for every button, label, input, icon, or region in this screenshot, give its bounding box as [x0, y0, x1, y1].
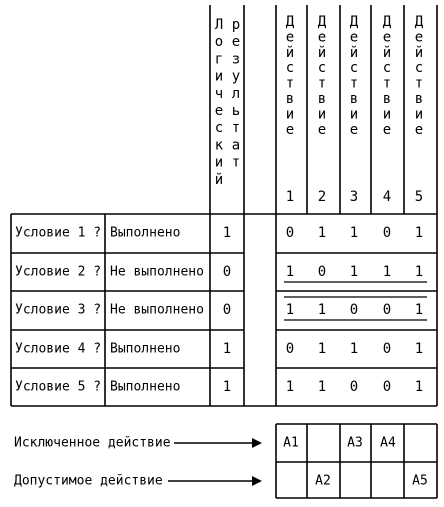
action-label-1-char: й	[285, 44, 295, 61]
action-value-4: 0	[382, 225, 392, 241]
table-header	[215, 14, 424, 205]
action-label-2-char: и	[317, 106, 327, 123]
action-label-1-char: и	[285, 106, 295, 123]
excluded-cell-3: A3	[347, 435, 363, 451]
action-value-4: 0	[382, 341, 392, 357]
action-value-4: 1	[382, 264, 392, 280]
logic-label-word-1-char: с	[214, 120, 224, 137]
action-label-1-char: в	[285, 91, 295, 107]
action-label-3-char: с	[349, 60, 359, 77]
action-value-3: 1	[349, 225, 359, 241]
action-value-3: 0	[349, 379, 359, 395]
action-value-2: 1	[317, 302, 327, 318]
action-label-4-char: т	[382, 75, 392, 92]
logic-label-word-1-char: и	[214, 68, 224, 85]
action-value-5: 1	[414, 341, 424, 357]
status-label: Выполнено	[110, 225, 181, 241]
action-value-2: 1	[317, 225, 327, 241]
status-label: Выполнено	[110, 379, 181, 395]
action-label-3-char: и	[349, 106, 359, 123]
action-label-5-char: в	[414, 91, 424, 107]
action-label-3-char: в	[349, 91, 359, 107]
action-label-4-char: в	[382, 91, 392, 107]
action-value-5: 1	[414, 264, 424, 280]
action-value-3: 1	[349, 264, 359, 280]
allowed-cell-2: A2	[315, 473, 331, 489]
condition-label: Условие 4 ?	[15, 341, 102, 357]
action-number-5: 5	[414, 189, 424, 205]
logic-label-word-2-char: ь	[231, 103, 241, 119]
condition-label: Условие 2 ?	[15, 264, 102, 280]
action-label-5-char: т	[414, 75, 424, 92]
action-label-1-char: т	[285, 75, 295, 92]
action-label-1-char: е	[285, 29, 295, 46]
action-label-1-char: с	[285, 60, 295, 77]
action-value-5: 1	[414, 379, 424, 395]
action-label-3-char: е	[349, 121, 359, 138]
table-row-1	[15, 225, 423, 241]
logic-result: 0	[222, 264, 232, 280]
logic-label-word-1-char: ч	[214, 85, 224, 102]
action-number-4: 4	[382, 189, 392, 205]
logic-label-word-2-char: у	[231, 68, 241, 85]
logic-label-word-1-char: й	[214, 171, 224, 188]
action-label-5-char: и	[414, 106, 424, 123]
action-label-3-char: т	[349, 75, 359, 92]
table-row-4	[15, 341, 423, 357]
logic-label-word-1-char: е	[214, 103, 224, 119]
logic-label-word-2-char: р	[231, 17, 241, 33]
action-label-4-char: и	[382, 106, 392, 123]
logic-result: 1	[222, 225, 232, 241]
action-value-1: 1	[285, 302, 295, 318]
logic-label-word-2-char: т	[231, 120, 241, 137]
status-label: Не выполнено	[110, 302, 204, 318]
action-label-4-char: е	[382, 121, 392, 138]
action-label-2-char: т	[317, 75, 327, 92]
condition-label: Условие 5 ?	[15, 379, 102, 395]
action-number-2: 2	[317, 189, 327, 205]
action-value-1: 0	[285, 341, 295, 357]
action-value-2: 0	[317, 264, 327, 280]
action-value-4: 0	[382, 379, 392, 395]
action-value-1: 0	[285, 225, 295, 241]
table-row-2	[15, 264, 427, 282]
logic-label-word-1-char: Л	[214, 17, 224, 33]
logic-label-word-1-char: о	[214, 34, 224, 51]
logic-label-word-2-char: е	[231, 34, 241, 51]
action-label-2-char: в	[317, 91, 327, 107]
action-number-3: 3	[349, 189, 359, 205]
legend	[14, 424, 437, 498]
condition-label: Условие 1 ?	[15, 225, 102, 241]
action-label-1-char: Д	[285, 14, 295, 30]
action-value-3: 0	[349, 302, 359, 318]
action-value-1: 1	[285, 379, 295, 395]
action-label-2-char: с	[317, 60, 327, 77]
action-value-2: 1	[317, 341, 327, 357]
logic-label-word-2-char: т	[231, 154, 241, 171]
status-label: Выполнено	[110, 341, 181, 357]
logic-result: 1	[222, 341, 232, 357]
table-row-5	[15, 379, 423, 395]
excluded-cell-4: A4	[380, 435, 396, 451]
condition-label: Условие 3 ?	[15, 302, 102, 318]
table-row-3	[15, 297, 427, 320]
action-label-5-char: с	[414, 60, 424, 77]
action-value-5: 1	[414, 302, 424, 318]
allowed-cell-5: A5	[412, 473, 428, 489]
action-label-4-char: й	[382, 44, 392, 61]
action-number-1: 1	[285, 189, 295, 205]
action-label-5-char: Д	[414, 14, 424, 30]
action-label-5-char: й	[414, 44, 424, 61]
action-value-4: 0	[382, 302, 392, 318]
action-label-4-char: Д	[382, 14, 392, 30]
action-value-3: 1	[349, 341, 359, 357]
allowed-action-label: Допустимое действие	[14, 473, 163, 489]
excluded-arrow-head	[252, 438, 262, 448]
action-label-2-char: й	[317, 44, 327, 61]
table-body	[15, 225, 427, 395]
logic-result: 1	[222, 379, 232, 395]
action-label-4-char: с	[382, 60, 392, 77]
excluded-cell-1: A1	[283, 435, 299, 451]
logic-label-word-2-char: з	[231, 51, 241, 68]
action-value-2: 1	[317, 379, 327, 395]
action-label-3-char: Д	[349, 14, 359, 30]
logic-label-word-2-char: л	[231, 85, 241, 102]
action-value-1: 1	[285, 264, 295, 280]
logic-label-word-1-char: г	[214, 51, 224, 68]
status-label: Не выполнено	[110, 264, 204, 280]
action-value-5: 1	[414, 225, 424, 241]
action-label-2-char: е	[317, 29, 327, 46]
excluded-action-label: Исключенное действие	[14, 435, 171, 451]
action-label-4-char: е	[382, 29, 392, 46]
logic-label-word-1-char: к	[214, 137, 224, 154]
action-label-2-char: е	[317, 121, 327, 138]
action-label-3-char: е	[349, 29, 359, 46]
action-label-3-char: й	[349, 44, 359, 61]
logic-label-word-2-char: а	[231, 137, 241, 154]
logic-label-word-1-char: и	[214, 154, 224, 171]
action-label-1-char: е	[285, 121, 295, 138]
action-label-5-char: е	[414, 121, 424, 138]
action-label-5-char: е	[414, 29, 424, 46]
action-label-2-char: Д	[317, 14, 327, 30]
logic-result: 0	[222, 302, 232, 318]
allowed-arrow-head	[252, 476, 262, 486]
